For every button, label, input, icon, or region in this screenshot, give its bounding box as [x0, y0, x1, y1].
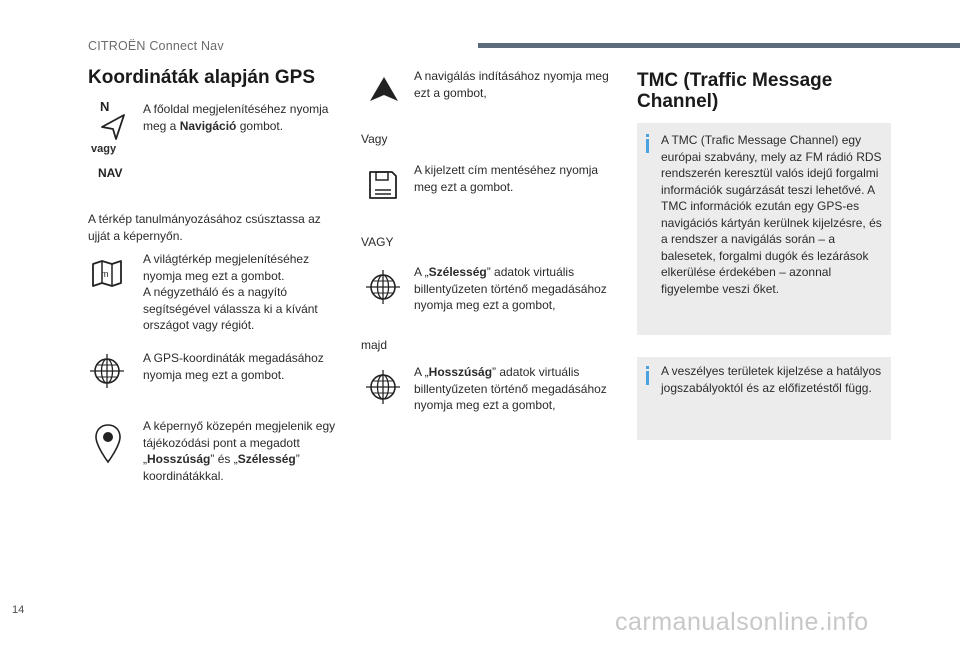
gps-coords-text: A GPS-koordináták megadásához nyomja meg ezt a gombot.	[143, 351, 324, 382]
header-bar	[478, 43, 960, 48]
latitude-grid-icon	[364, 268, 402, 306]
section-title-tmc: TMC (Traffic Message Channel)	[637, 70, 833, 112]
start-navigation-icon	[367, 74, 401, 104]
hazard-info-box	[637, 357, 891, 440]
info-icon	[646, 134, 649, 137]
world-map-text: A világtérkép megjelenítéséhez nyomja meg ezt a gombot. A négyzetháló és a nagyító segítségével válassza ki a kívánt országot vagy régiót.	[143, 252, 318, 332]
or-label: vagy	[91, 143, 117, 155]
tmc-description: A TMC (Trafic Message Channel) egy európai szabvány, mely az FM rádió RDS rendszerén keresztül valós idejű forgalmi információk sugárzását teszi lehetővé. A TMC információk ezután egy GPS-es navigációs kártyán kerülnek kijelzésre, és a rendszer a navigálás során – a balesetek, forgalmi dugók és lezárások elkerülése érdekében – azonnal figyelembe veszi őket.	[661, 133, 882, 296]
save-icon	[366, 168, 400, 202]
pin-text: A képernyő közepén megjelenik egy tájékozódási pont a megadott „Hosszúság” és „Szélesség” koordinátákkal.	[143, 419, 336, 483]
map-swipe-text: A térkép tanulmányozásához csúsztassa az ujját a képernyőn.	[88, 212, 321, 243]
navigation-arrow-icon	[98, 101, 128, 145]
home-nav-text: A főoldal megjelenítéséhez nyomja meg a Navigáció gombot.	[143, 102, 329, 133]
watermark: carmanualsonline.info	[615, 608, 869, 636]
section-title-gps: Koordináták alapján GPS	[88, 67, 315, 88]
longitude-grid-icon	[364, 368, 402, 406]
location-pin-icon	[93, 422, 123, 466]
page-number: 14	[12, 604, 25, 616]
then-label: majd	[361, 338, 388, 352]
world-map-icon	[90, 256, 124, 290]
longitude-text: A „Hosszúság” adatok virtuális billentyűzeten történő megadásához nyomja meg ezt a gombot,	[414, 365, 607, 412]
info-icon	[646, 366, 649, 369]
north-label: N	[100, 99, 110, 114]
or-label-2: Vagy	[361, 132, 388, 146]
svg-text:m: m	[101, 269, 109, 279]
latitude-text: A „Szélesség” adatok virtuális billentyűzeten történő megadásához nyomja meg ezt a gombot,	[414, 265, 607, 312]
grid-globe-icon	[88, 352, 126, 390]
tmc-info-box	[637, 123, 891, 335]
save-text: A kijelzett cím mentéséhez nyomja meg ezt a gombot.	[414, 163, 599, 194]
nav-label: NAV	[98, 166, 123, 180]
header-brand: CITROËN Connect Nav	[88, 39, 224, 53]
or-label-3: VAGY	[361, 235, 394, 249]
hazard-note: A veszélyes területek kijelzése a hatályos jogszabályoktól és az előfizetéstől függ.	[661, 364, 882, 395]
start-nav-text: A navigálás indításához nyomja meg ezt a gombot,	[414, 69, 609, 100]
